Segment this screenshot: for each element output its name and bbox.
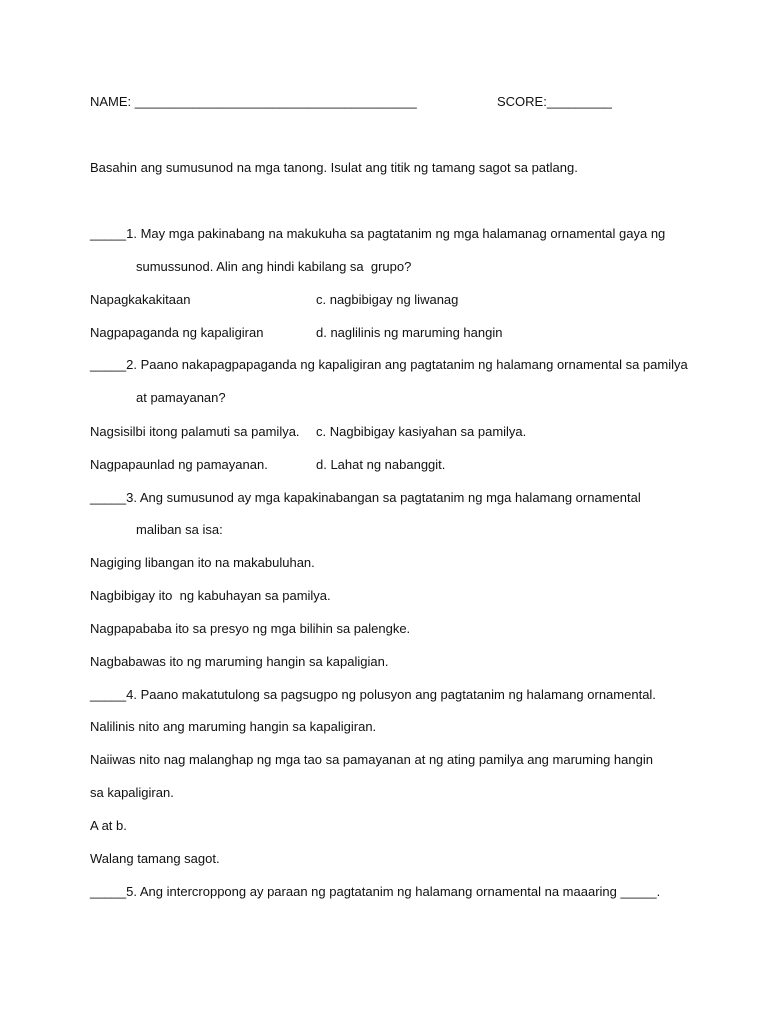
question-1-text-cont: sumussunod. Alin ang hindi kabilang sa grupo?	[136, 259, 412, 274]
score-field-label: SCORE:_________	[497, 94, 612, 109]
question-4-text: _____4. Paano makatutulong sa pagsugpo ng polusyon ang pagtatanim ng halamang ornamental.	[90, 687, 656, 702]
question-3-text: _____3. Ang sumusunod ay mga kapakinabangan sa pagtatanim ng mga halamang ornamental	[90, 490, 641, 505]
question-3-text-cont: maliban sa isa:	[136, 522, 223, 537]
question-2-text: _____2. Paano nakapagpapaganda ng kapaligiran ang pagtatanim ng halamang ornamental sa pamilya	[90, 357, 688, 372]
question-3-choice-c: Nagpapababa ito sa presyo ng mga bilihin sa palengke.	[90, 621, 411, 636]
question-4-choice-b-cont: sa kapaligiran.	[90, 785, 174, 800]
question-1-choice-b: Nagpapaganda ng kapaligiran	[90, 325, 264, 340]
question-5-text: _____5. Ang intercroppong ay paraan ng pagtatanim ng halamang ornamental na maaaring _____.	[90, 884, 661, 899]
name-field-label: NAME: _______________________________________	[90, 94, 417, 109]
question-4-choice-a: Nalilinis nito ang maruming hangin sa kapaligiran.	[90, 719, 377, 734]
instructions-text: Basahin ang sumusunod na mga tanong. Isulat ang titik ng tamang sagot sa patlang.	[90, 160, 578, 175]
question-1-choice-d: d. naglilinis ng maruming hangin	[316, 325, 503, 340]
question-4-choice-c: A at b.	[90, 818, 127, 833]
question-2-choice-b: Nagpapaunlad ng pamayanan.	[90, 457, 268, 472]
question-1-text: _____1. May mga pakinabang na makukuha sa pagtatanim ng mga halamanag ornamental gaya ng	[90, 226, 666, 241]
question-2-text-cont: at pamayanan?	[136, 390, 226, 405]
question-3-choice-b: Nagbibigay ito ng kabuhayan sa pamilya.	[90, 588, 331, 603]
question-2-choice-a: Nagsisilbi itong palamuti sa pamilya.	[90, 424, 300, 439]
question-4-choice-d: Walang tamang sagot.	[90, 851, 220, 866]
question-4-choice-b: Naiiwas nito nag malanghap ng mga tao sa pamayanan at ng ating pamilya ang maruming hangin	[90, 752, 653, 767]
question-3-choice-d: Nagbabawas ito ng maruming hangin sa kapaligian.	[90, 654, 389, 669]
question-3-choice-a: Nagiging libangan ito na makabuluhan.	[90, 555, 315, 570]
question-1-choice-c: c. nagbibigay ng liwanag	[316, 292, 459, 307]
question-2-choice-d: d. Lahat ng nabanggit.	[316, 457, 446, 472]
question-2-choice-c: c. Nagbibigay kasiyahan sa pamilya.	[316, 424, 527, 439]
question-1-choice-a: Napagkakakitaan	[90, 292, 191, 307]
